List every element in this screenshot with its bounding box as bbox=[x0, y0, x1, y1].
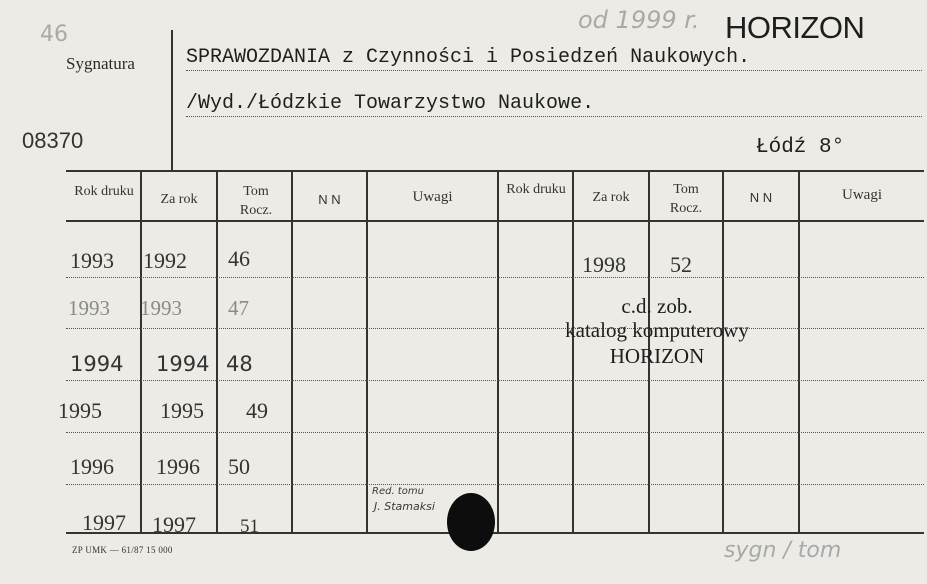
col-divider-9 bbox=[798, 172, 800, 532]
col-header-nn-right: N N bbox=[749, 190, 773, 205]
col-header-za-rok-right: Za rok bbox=[592, 190, 630, 205]
row-4-za-rok: 1995 bbox=[160, 398, 204, 423]
col-header-za-rok-left: Za rok bbox=[160, 192, 198, 207]
row-1-tom: 46 bbox=[228, 246, 250, 271]
col-divider-2 bbox=[216, 172, 218, 532]
row-1-za-rok: 1992 bbox=[143, 248, 187, 273]
col-header-rok-druku-left: Rok druku bbox=[74, 184, 134, 199]
corner-pencil-number: 46 bbox=[40, 22, 68, 47]
row-5-tom: 50 bbox=[228, 454, 250, 479]
title-dotted-line-2 bbox=[186, 116, 922, 117]
row-1-rok-druku: 1993 bbox=[70, 248, 114, 273]
col-header-uwagi-left: Uwagi bbox=[412, 189, 453, 205]
horizon-stamp-line-3: HORIZON bbox=[609, 344, 705, 368]
row-line bbox=[66, 277, 924, 278]
row-6-za-rok: 1997 bbox=[152, 512, 196, 537]
row-2-za-rok: 1993 bbox=[140, 296, 182, 320]
punch-hole bbox=[447, 493, 495, 551]
row-4-tom: 49 bbox=[246, 398, 268, 423]
table-header-border bbox=[66, 220, 924, 222]
row-4-rok-druku: 1995 bbox=[58, 398, 102, 423]
horizon-stamp-line-1: c.d. zob. bbox=[621, 294, 693, 318]
row-6-rok-druku: 1997 bbox=[82, 510, 126, 535]
col-header-tom-left: Tom Rocz. bbox=[239, 184, 273, 218]
header-divider bbox=[171, 30, 173, 171]
row-5-za-rok: 1996 bbox=[156, 454, 200, 479]
sygnatura-label: Sygnatura bbox=[66, 54, 135, 73]
title-line-1: SPRAWOZDANIA z Czynności i Posiedzeń Naukowych. bbox=[186, 46, 751, 69]
col-header-rok-druku-right: Rok druku bbox=[506, 182, 566, 197]
row-2-tom: 47 bbox=[228, 296, 249, 320]
pencil-note-top: od 1999 r. bbox=[578, 6, 700, 34]
col-divider-1 bbox=[140, 172, 142, 532]
horizon-stamp-line-2: katalog komputerowy bbox=[565, 318, 749, 342]
right-row-1-tom: 52 bbox=[670, 252, 692, 277]
row-3-za-rok: 1994 bbox=[156, 352, 210, 376]
col-divider-5 bbox=[497, 172, 499, 532]
uwagi-note-line-1: Red. tomu bbox=[372, 486, 424, 497]
uwagi-note-line-2: J. Stamaksi bbox=[374, 500, 435, 513]
row-line bbox=[66, 432, 924, 433]
title-dotted-line-1 bbox=[186, 70, 922, 71]
col-divider-3 bbox=[291, 172, 293, 532]
row-line bbox=[66, 328, 924, 329]
horizon-stamp-top: HORIZON bbox=[725, 10, 865, 45]
row-3-tom: 48 bbox=[226, 352, 253, 376]
col-divider-4 bbox=[366, 172, 368, 532]
col-header-uwagi-right: Uwagi bbox=[842, 187, 882, 203]
right-row-1-za-rok: 1998 bbox=[582, 252, 626, 277]
row-line bbox=[66, 380, 924, 381]
row-2-rok-druku: 1993 bbox=[68, 296, 110, 320]
col-header-nn-left: N N bbox=[318, 192, 341, 207]
row-5-rok-druku: 1996 bbox=[70, 454, 114, 479]
pencil-note-bottom: sygn / tom bbox=[724, 538, 842, 563]
row-3-rok-druku: 1994 bbox=[70, 352, 124, 376]
row-6-tom: 51 bbox=[240, 516, 259, 537]
title-line-2: /Wyd./Łódzkie Towarzystwo Naukowe. bbox=[186, 92, 595, 115]
printer-imprint: ZP UMK — 61/87 15 000 bbox=[72, 545, 173, 555]
place-format: Łódź 8° bbox=[756, 136, 845, 159]
col-header-tom-right: Tom Rocz. bbox=[669, 182, 703, 216]
table-top-border bbox=[66, 170, 924, 172]
row-line bbox=[66, 484, 924, 485]
call-number: 08370 bbox=[22, 128, 84, 153]
